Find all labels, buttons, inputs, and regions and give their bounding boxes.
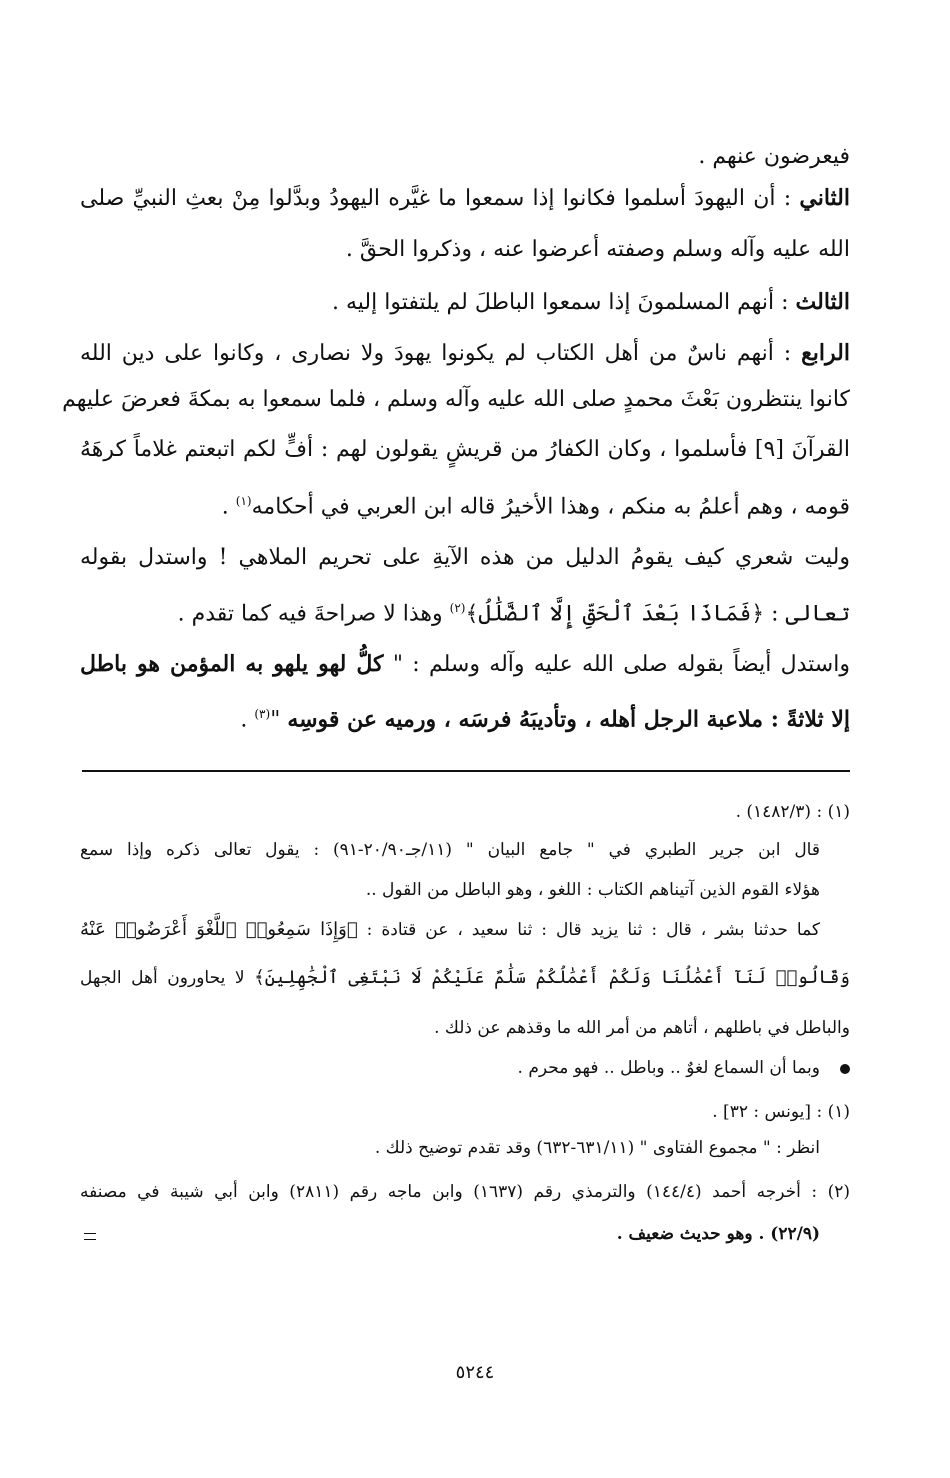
body-line-1: فيعرضون عنهم . [698, 144, 850, 169]
body-line-7: القرآنَ [٩] فأسلموا ، وكان الكفارُ من قريشٍ يقولون لهم : أفٍّ لكم اتبعتم غلاماً كرهَهُ [80, 437, 850, 462]
body-line-4: الثالث : أنهم المسلمونَ إذا سمعوا الباطلَ لم يلتفتوا إليه . [332, 289, 850, 315]
footnote-ref-3: (٣) [254, 707, 271, 721]
section-label-fourth: الرابع [801, 340, 850, 366]
bullet-icon [840, 1064, 850, 1074]
body-line-8: قومه ، وهم أعلمُ به منكم ، وهذا الأخيرُ قاله ابن العربي في أحكامه$^{(١)}$ . [221, 494, 850, 520]
page-number: ٥٢٤٤ [455, 1362, 495, 1383]
footnote-line-6: والباطل في باطلهم ، أتاهم من أمر الله ما وقذهم عن ذلك . [434, 1018, 850, 1038]
body-line-6: كانوا ينتظرون بَعْثَ محمدٍ صلى الله عليه وآله وسلم ، فلما سمعوا به بمكةَ فعرضَ عليهم [62, 387, 850, 412]
body-line-9: وليت شعري كيف يقومُ الدليل من هذه الآيةِ على تحريم الملاهي ! واستدل بقوله [80, 545, 850, 570]
footnote-line-3: هؤلاء القوم الذين آتيناهم الكتاب : اللغو ، وهو الباطل من القول .. [365, 880, 820, 900]
body-line-10: تعالى : ﴿فَمَاذَا بَعْدَ ٱلْحَقِّ إِلَّا ٱلضَّلَٰلُ﴾$^{(٢)}$ وهذا لا صراحةَ فيه كما تقدم . [177, 601, 850, 627]
footnote-separator [82, 770, 850, 772]
footnote-line-4: كما حدثنا بشر ، قال : ثنا يزيد قال : ثنا سعيد ، عن قتادة : ﴿وَإِذَا سَمِعُوا۟ ٱللَّغْوَ أَعْرَضُوا۟ عَنْهُ [80, 919, 820, 940]
footnote-line-1: (١) : (١٤٨٢/٣) . [735, 802, 850, 822]
footnote-line-5: وَقَالُوا۟ لَنَآ أَعْمَٰلُنَا وَلَكُمْ أَعْمَٰلُكُمْ سَلَٰمٌ عَلَيْكُمْ لَا نَبْتَغِى ٱلْجَٰهِلِينَ﴾ لا يحاورون أهل الجهل [80, 967, 850, 988]
body-line-3: الله عليه وآله وسلم وصفته أعرضوا عنه ، وذكروا الحقَّ . [345, 237, 850, 262]
quran-verse-footnote-cont: وَقَالُوا۟ لَنَآ أَعْمَٰلُنَا وَلَكُمْ أَعْمَٰلُكُمْ سَلَٰمٌ عَلَيْكُمْ لَا نَبْتَغِى ٱلْجَٰهِلِينَ﴾ [254, 967, 850, 988]
body-line-11: واستدل أيضاً بقوله صلى الله عليه وآله وسلم : " كلُّ لهو يلهو به المؤمن هو باطل [80, 651, 850, 677]
footnote-line-2: قال ابن جرير الطبري في " جامع البيان " (١١/جـ٢٠/٩٠-٩١) : يقول تعالى ذكره وإذا سمع [80, 840, 820, 860]
quran-verse-footnote: ﴿وَإِذَا سَمِعُوا۟ ٱللَّغْوَ أَعْرَضُوا۟ عَنْهُ [80, 919, 358, 940]
section-label-third: الثالث [795, 289, 850, 315]
footnote-line-9: انظر : " مجموع الفتاوى " (٦٣١/١١-٦٣٢) وقد تقدم توضيح ذلك . [374, 1138, 820, 1158]
section-label-second: الثاني [799, 185, 850, 211]
body-line-2: الثاني : أن اليهودَ أسلموا فكانوا إذا سمعوا ما غيَّره اليهودُ وبدَّلوا مِنْ بعثِ النبيِّ صلى [80, 185, 850, 211]
hadith-text-cont: إلا ثلاثةً : ملاعبة الرجل أهله ، وتأديبَهُ فرسَه ، ورميه عن قوسِه [287, 706, 850, 733]
footnote-ref-1: (١) [235, 494, 252, 508]
footnote-line-7: وبما أن السماع لغوٌ .. وباطل .. فهو محرم . [517, 1058, 820, 1078]
footnote-line-8: (١) : [يونس : ٣٢] . [712, 1102, 850, 1122]
body-line-12: إلا ثلاثةً : ملاعبة الرجل أهله ، وتأديبَهُ فرسَه ، ورميه عن قوسِه "$^{(٣)}$ . [240, 706, 850, 733]
hadith-text: كلُّ لهو يلهو به المؤمن هو باطل [80, 651, 384, 677]
quran-verse: ﴿فَمَاذَا بَعْدَ ٱلْحَقِّ إِلَّا ٱلضَّلَٰلُ﴾ [465, 601, 765, 627]
footnote-line-10: (٢) : أخرجه أحمد (١٤٤/٤) والترمذي رقم (١٦٣٧) وابن ماجه رقم (٢٨١١) وابن أبي شيبة في مصنفه [80, 1182, 850, 1202]
body-line-5: الرابع : أنهم ناسٌ من أهل الكتاب لم يكونوا يهودَ ولا نصارى ، وكانوا على دين الله [80, 340, 850, 366]
footnote-ref-2: (٢) [449, 601, 466, 615]
equals-mark [84, 1233, 96, 1240]
footnote-line-11: (٢٢/٩) . وهو حديث ضعيف . [616, 1224, 820, 1244]
